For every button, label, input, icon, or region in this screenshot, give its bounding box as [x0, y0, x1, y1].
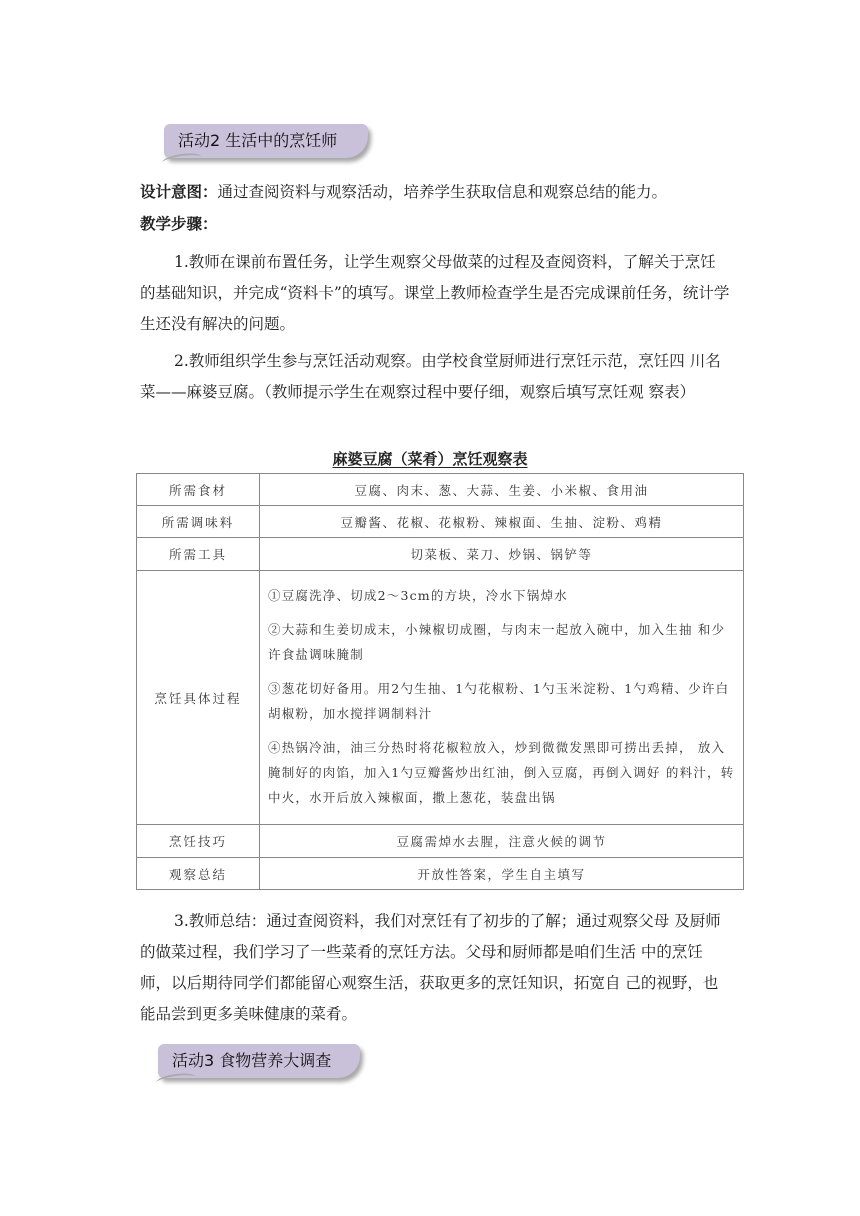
observation-table	[136, 473, 744, 890]
process-label: 烹饪具体过程	[137, 571, 260, 825]
design-intent	[140, 177, 730, 208]
steps-heading: 教学步骤：	[140, 215, 218, 233]
row-label: 所需调味料	[137, 506, 260, 538]
activity2-title: 活动2 生活中的烹饪师	[178, 131, 338, 150]
activity3-banner	[158, 1044, 360, 1078]
tips-value: 豆腐需焯水去腥，注意火候的调节	[260, 825, 744, 858]
table-row	[137, 506, 744, 538]
step-2: 2.教师组织学生参与烹饪活动观察。由学校食堂厨师进行烹饪示范，烹饪四 川名菜——麻婆豆腐。（教师提示学生在观察过程中要仔细，观察后填写烹饪观 察表）	[140, 352, 721, 401]
activity2-banner	[164, 124, 368, 158]
table-row	[137, 538, 744, 571]
row-label: 所需食材	[137, 474, 260, 506]
process-step: ④热锅冷油，油三分热时将花椒粒放入，炒到微微发黑即可捞出丢掉， 放入腌制好的肉馅，加入1勺豆瓣酱炒出红油，倒入豆腐，再倒入调好 的料汁，转中火，水开后放入辣椒面，撒上葱花，装盘出锅	[268, 740, 735, 805]
tips-label: 烹饪技巧	[137, 825, 260, 858]
row-label: 所需工具	[137, 538, 260, 571]
table-row-process	[137, 571, 744, 825]
row-value: 豆腐、肉末、葱、大蒜、生姜、小米椒、食用油	[260, 474, 744, 506]
activity3-title: 活动3 食物营养大调查	[172, 1051, 332, 1070]
process-steps	[260, 571, 744, 825]
step-1: 1.教师在课前布置任务，让学生观察父母做菜的过程及查阅资料，了解关于烹饪的基础知识，并完成“资料卡”的填写。课堂上教师检查学生是否完成课前任务，统计学生还没有解决的问题。	[140, 253, 730, 333]
table-row	[137, 858, 744, 890]
design-intent-text: 通过查阅资料与观察活动，培养学生获取信息和观察总结的能力。	[217, 183, 668, 201]
summary-value: 开放性答案，学生自主填写	[260, 858, 744, 890]
row-value: 切菜板、菜刀、炒锅、锅铲等	[260, 538, 744, 571]
process-step: ①豆腐洗净、切成2～3cm的方块，冷水下锅焯水	[268, 588, 568, 603]
table-row	[137, 825, 744, 858]
step-3: 3.教师总结：通过查阅资料，我们对烹饪有了初步的了解；通过观察父母 及厨师的做菜过程，我们学习了一些菜肴的烹饪方法。父母和厨师都是咱们生活 中的烹饪师，以后期待同学们都能留心观察生活，获取更多的烹饪知识，拓宽自 己的视野，也能品尝到更多美味健康的菜肴。	[140, 912, 721, 1023]
table-row	[137, 474, 744, 506]
design-intent-label: 设计意图：	[140, 183, 218, 201]
process-step: ③葱花切好备用。用2勺生抽、1勺花椒粉、1勺玉米淀粉、1勺鸡精、少许白胡椒粉，加水搅拌调制料汁	[268, 681, 730, 721]
process-step: ②大蒜和生姜切成末，小辣椒切成圈，与肉末一起放入碗中，加入生抽 和少许食盐调味腌制	[268, 622, 726, 662]
summary-label: 观察总结	[137, 858, 260, 890]
row-value: 豆瓣酱、花椒、花椒粉、辣椒面、生抽、淀粉、鸡精	[260, 506, 744, 538]
table-title: 麻婆豆腐（菜肴）烹饪观察表	[332, 450, 528, 468]
